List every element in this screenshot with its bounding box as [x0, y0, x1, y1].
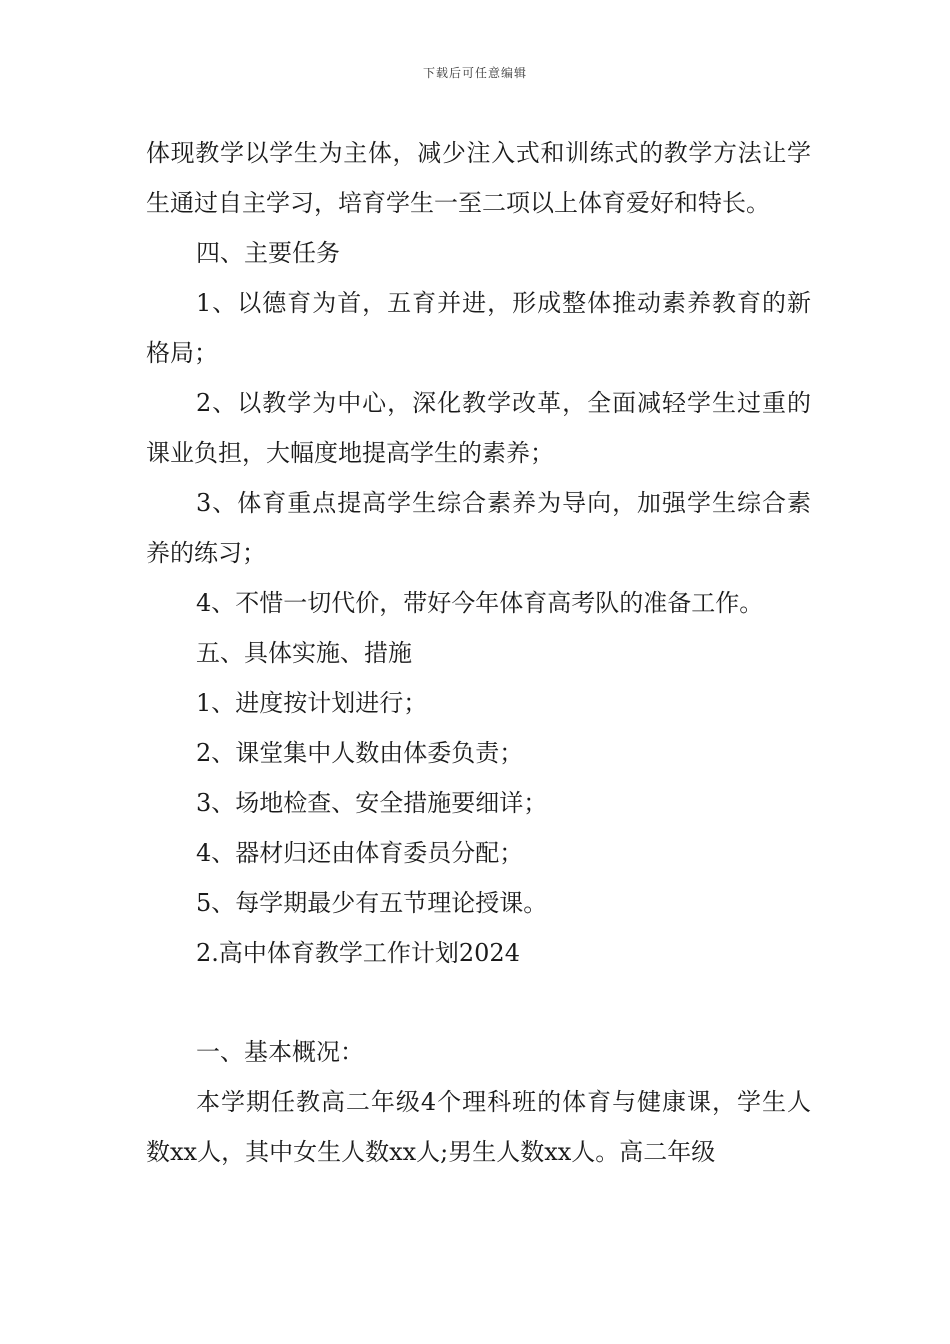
paragraph-teaching-method: 体现教学以学生为主体，减少注入式和训练式的教学方法让学生通过自主学习，培育学生一至二项以上体育爱好和特长。 — [146, 139, 811, 217]
task-item-4: 4、不惜一切代价，带好今年体育高考队的准备工作。 — [196, 589, 764, 617]
page-header: 下载后可任意编辑 — [422, 66, 527, 80]
document-title-2: 2.高中体育教学工作计划2024 — [196, 939, 520, 967]
measure-item-1: 1、进度按计划进行； — [196, 689, 428, 717]
section-heading-measures: 五、具体实施、措施 — [196, 639, 412, 667]
task-item-3: 3、体育重点提高学生综合素养为导向，加强学生综合素养的练习； — [146, 489, 811, 567]
measure-item-5: 5、每学期最少有五节理论授课。 — [196, 889, 548, 917]
task-item-2: 2、以教学为中心，深化教学改革，全面减轻学生过重的课业负担，大幅度地提高学生的素养； — [146, 389, 811, 467]
measure-item-2: 2、课堂集中人数由体委负责； — [196, 739, 524, 767]
task-item-1: 1、以德育为首，五育并进，形成整体推动素养教育的新格局； — [146, 289, 811, 367]
paragraph-overview: 本学期任教高二年级4个理科班的体育与健康课，学生人数xx人，其中女生人数xx人;男生人数xx人。高二年级 — [146, 1088, 811, 1166]
section-heading-main-tasks: 四、主要任务 — [196, 239, 340, 267]
measure-item-4: 4、器材归还由体育委员分配； — [196, 839, 524, 867]
blank-line — [146, 978, 811, 1027]
section-heading-overview: 一、基本概况： — [196, 1038, 364, 1066]
document-body — [146, 128, 811, 1177]
measure-item-3: 3、场地检查、安全措施要细详； — [196, 789, 548, 817]
